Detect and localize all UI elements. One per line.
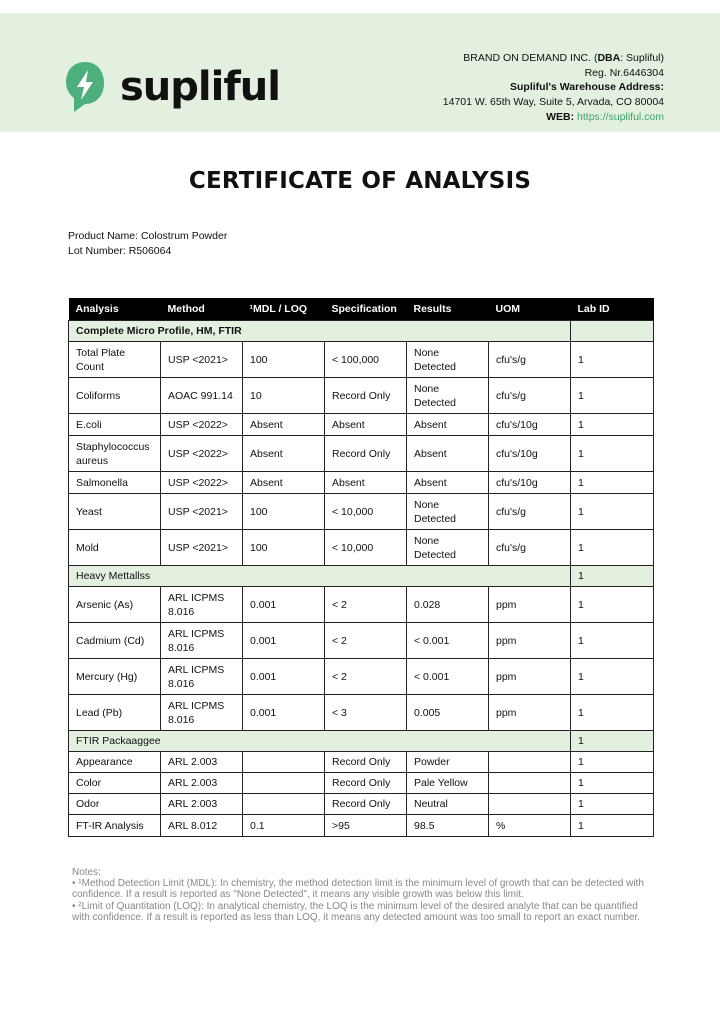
table-cell: cfu's/g (489, 378, 571, 414)
table-cell: 1 (571, 530, 654, 566)
brand-name: supliful (120, 64, 280, 110)
table-cell: 1 (571, 695, 654, 731)
table-cell: 0.001 (243, 623, 325, 659)
table-cell: < 2 (325, 587, 407, 623)
table-cell: cfu's/g (489, 530, 571, 566)
table-cell: Neutral (407, 794, 489, 815)
table-cell: 1 (571, 378, 654, 414)
table-cell (489, 752, 571, 773)
table-cell: ppm (489, 623, 571, 659)
table-row (69, 342, 654, 378)
section-lab-id: 1 (571, 731, 654, 752)
header-results: Results (407, 298, 489, 321)
table-body (69, 321, 654, 837)
table-cell: 0.001 (243, 587, 325, 623)
table-cell: % (489, 815, 571, 837)
table-row (69, 815, 654, 837)
table-cell: < 3 (325, 695, 407, 731)
table-cell: ARL 2.003 (161, 773, 243, 794)
table-cell: cfu's/g (489, 494, 571, 530)
table-row (69, 695, 654, 731)
table-cell: Yeast (69, 494, 161, 530)
table-cell: 1 (571, 587, 654, 623)
table-cell: None Detected (407, 342, 489, 378)
note-mdl: • ¹Method Detection Limit (MDL): In chemistry, the method detection limit is the minimum level of growth that can be detected with confidence. If a result is reported as "None Detected", it means any visible growth was below this limit. (72, 878, 644, 901)
table-cell: Powder (407, 752, 489, 773)
table-cell: Absent (407, 472, 489, 494)
table-cell: Appearance (69, 752, 161, 773)
table-cell (489, 794, 571, 815)
table-cell: Absent (325, 414, 407, 436)
table-cell: Record Only (325, 436, 407, 472)
header-uom: UOM (489, 298, 571, 321)
table-cell: AOAC 991.14 (161, 378, 243, 414)
notes (72, 867, 652, 923)
company-name-line (443, 51, 664, 66)
letterhead (0, 13, 720, 132)
analysis-table (68, 298, 654, 837)
table-row (69, 752, 654, 773)
table-cell: < 0.001 (407, 623, 489, 659)
table-row (69, 773, 654, 794)
table-cell: ARL ICPMS 8.016 (161, 659, 243, 695)
table-cell: None Detected (407, 494, 489, 530)
table-cell: Mold (69, 530, 161, 566)
table-cell: 0.001 (243, 695, 325, 731)
table-cell: 1 (571, 494, 654, 530)
table-row (69, 623, 654, 659)
table-cell: Staphylococcus aureus (69, 436, 161, 472)
table-cell: 1 (571, 794, 654, 815)
table-cell (243, 773, 325, 794)
table-cell: Absent (243, 414, 325, 436)
table-cell: ARL ICPMS 8.016 (161, 587, 243, 623)
table-cell: Record Only (325, 794, 407, 815)
table-cell (489, 773, 571, 794)
table-cell: 100 (243, 530, 325, 566)
header-mdl-loq: ¹MDL / LOQ (243, 298, 325, 321)
table-row (69, 794, 654, 815)
table-cell: ppm (489, 659, 571, 695)
table-cell: 100 (243, 342, 325, 378)
table-cell (243, 794, 325, 815)
table-cell: Cadmium (Cd) (69, 623, 161, 659)
table-cell: Coliforms (69, 378, 161, 414)
section-lab-id (571, 321, 654, 342)
dba-label: DBA (597, 52, 621, 64)
table-cell: < 100,000 (325, 342, 407, 378)
table-cell: Salmonella (69, 472, 161, 494)
table-cell: 0.001 (243, 659, 325, 695)
table-cell: 100 (243, 494, 325, 530)
table-cell: ppm (489, 587, 571, 623)
table-cell: 1 (571, 414, 654, 436)
document-title: CERTIFICATE OF ANALYSIS (188, 168, 532, 194)
web-line (443, 110, 664, 125)
table-row (69, 414, 654, 436)
table-cell: 1 (571, 623, 654, 659)
table-cell: < 10,000 (325, 494, 407, 530)
table-cell: < 10,000 (325, 530, 407, 566)
table-row (69, 659, 654, 695)
brand-logo (64, 60, 280, 114)
table-cell: Absent (407, 436, 489, 472)
header-method: Method (161, 298, 243, 321)
table-cell: < 2 (325, 659, 407, 695)
table-cell: FT-IR Analysis (69, 815, 161, 837)
table-cell: ARL 2.003 (161, 752, 243, 773)
notes-heading: Notes: (72, 867, 101, 878)
table-cell: < 0.001 (407, 659, 489, 695)
section-title: FTIR Packaaggee (69, 731, 571, 752)
table-cell: 1 (571, 659, 654, 695)
table-cell: ARL ICPMS 8.016 (161, 695, 243, 731)
section-row (69, 731, 654, 752)
table-row (69, 378, 654, 414)
table-cell: USP <2022> (161, 414, 243, 436)
table-cell: 1 (571, 773, 654, 794)
header-analysis: Analysis (69, 298, 161, 321)
table-cell: 0.1 (243, 815, 325, 837)
table-header (69, 298, 654, 321)
registration-number: Reg. Nr.6446304 (584, 66, 664, 79)
table-cell: None Detected (407, 530, 489, 566)
section-row (69, 566, 654, 587)
table-cell: Absent (325, 472, 407, 494)
table-cell: 1 (571, 472, 654, 494)
header-lab-id: Lab ID (571, 298, 654, 321)
table-cell: ppm (489, 695, 571, 731)
lot-number: Lot Number: R506064 (68, 245, 172, 257)
supliful-logo-icon (64, 60, 106, 114)
table-cell: Lead (Pb) (69, 695, 161, 731)
table-cell: USP <2021> (161, 530, 243, 566)
table-cell: cfu's/10g (489, 472, 571, 494)
table-cell: E.coli (69, 414, 161, 436)
dba-value: : Supliful) (620, 52, 664, 64)
table-cell: Record Only (325, 773, 407, 794)
table-cell: ARL ICPMS 8.016 (161, 623, 243, 659)
product-name: Product Name: Colostrum Powder (68, 230, 228, 242)
table-cell: 98.5 (407, 815, 489, 837)
table-cell: Record Only (325, 752, 407, 773)
table-cell: < 2 (325, 623, 407, 659)
table-cell: Arsenic (As) (69, 587, 161, 623)
table-cell (243, 752, 325, 773)
table-cell: None Detected (407, 378, 489, 414)
table-cell: 1 (571, 815, 654, 837)
section-title: Heavy Mettallss (69, 566, 571, 587)
table-cell: USP <2022> (161, 436, 243, 472)
table-cell: USP <2021> (161, 494, 243, 530)
table-cell: Pale Yellow (407, 773, 489, 794)
company-name: BRAND ON DEMAND INC. ( (463, 52, 598, 64)
header-specification: Specification (325, 298, 407, 321)
section-row (69, 321, 654, 342)
table-cell: Absent (407, 414, 489, 436)
table-cell: 10 (243, 378, 325, 414)
product-info (68, 229, 227, 259)
table-cell: cfu's/10g (489, 414, 571, 436)
table-row (69, 436, 654, 472)
company-info (443, 51, 664, 125)
table-cell: ARL 8.012 (161, 815, 243, 837)
table-cell: cfu's/10g (489, 436, 571, 472)
warehouse-label-text: Supliful's Warehouse Address: (510, 81, 664, 94)
table-row (69, 530, 654, 566)
table-cell: USP <2021> (161, 342, 243, 378)
table-cell: Odor (69, 794, 161, 815)
table-row (69, 472, 654, 494)
table-cell: 0.028 (407, 587, 489, 623)
table-cell: Absent (243, 436, 325, 472)
table-cell: >95 (325, 815, 407, 837)
table-row (69, 494, 654, 530)
table-cell: ARL 2.003 (161, 794, 243, 815)
section-title: Complete Micro Profile, HM, FTIR (69, 321, 571, 342)
table-cell: 1 (571, 752, 654, 773)
section-lab-id: 1 (571, 566, 654, 587)
table-cell: 0.005 (407, 695, 489, 731)
table-cell: Color (69, 773, 161, 794)
note-loq: • ²Limit of Quantitation (LOQ): In analytical chemistry, the LOQ is the minimum level of the desired analyte that can be quantified with confidence. If a result is reported as less than LOQ, it means any detected amount was too small to report an exact number. (72, 900, 641, 923)
table-cell: 1 (571, 436, 654, 472)
table-cell: Total Plate Count (69, 342, 161, 378)
warehouse-label (443, 80, 664, 95)
table-row (69, 587, 654, 623)
warehouse-address: 14701 W. 65th Way, Suite 5, Arvada, CO 80004 (442, 96, 664, 109)
table-cell: 1 (571, 342, 654, 378)
table-cell: Record Only (325, 378, 407, 414)
table-cell: USP <2022> (161, 472, 243, 494)
table-cell: Absent (243, 472, 325, 494)
web-label: WEB: (546, 110, 575, 123)
table-cell: cfu's/g (489, 342, 571, 378)
website-link[interactable]: https://supliful.com (577, 110, 664, 123)
table-cell: Mercury (Hg) (69, 659, 161, 695)
